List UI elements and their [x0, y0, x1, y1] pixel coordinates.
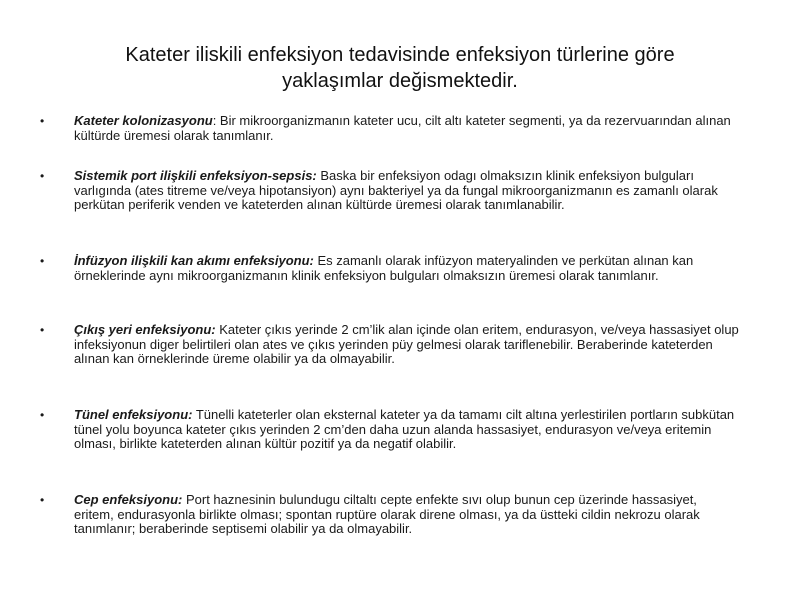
bullet-term: İnfüzyon ilişkili kan akımı enfeksiyonu:	[74, 253, 314, 268]
bullet-item-tunel	[40, 408, 740, 452]
bullet-item-cep	[40, 493, 740, 537]
bullet-text: Port haznesinin bulundugu ciltaltı cepte enfekte sıvı olup bunun cep üzerinde hassasiyet, eritem, endurasyonla birlikte olması; spontan ruptüre olarak direne olması, ya da üstteki cildin nekrozu olarak tanımlanır; beraberinde septisemi olabilir ya da olmayabilir.	[74, 492, 700, 536]
bullet-text: Baska bir enfeksiyon odagı olmaksızın klinik enfeksiyon bulguları varlıgında (ates titreme ve/veya hipotansiyon) aynı bakteriyel ya da fungal mikroorganizmanın es zamanlı olarak perkütan periferik venden ve kateterden alınan kültürde üremesi olarak tanımlanabilir.	[74, 168, 718, 212]
bullet-text: : Bir mikroorganizmanın kateter ucu, cilt altı kateter segmenti, ya da rezervuarından alınan kültürde üremesi olarak tanımlanır.	[74, 113, 731, 143]
bullet-icon: •	[40, 114, 45, 128]
bullet-text: Es zamanlı olarak infüzyon materyalinden ve perkütan alınan kan örneklerinde aynı mikroorganizmanın klinik enfeksiyon bulguları olmaksızın üremesi olarak tanımlanır.	[74, 253, 694, 283]
bullet-term: Sistemik port ilişkili enfeksiyon-sepsis:	[74, 168, 317, 183]
bullet-term: Çıkış yeri enfeksiyonu:	[74, 322, 216, 337]
bullet-item-kateter-kolonizasyonu	[40, 114, 740, 143]
bullet-term: Cep enfeksiyonu:	[74, 492, 183, 507]
slide-title-line-1: Kateter iliskili enfeksiyon tedavisinde enfeksiyon türlerine göre	[125, 44, 675, 66]
bullet-item-cikis-yeri	[40, 323, 740, 367]
bullet-icon: •	[40, 493, 45, 507]
slide-title-line-2: yaklaşımlar değismektedir.	[282, 70, 518, 92]
bullet-item-infuzyon	[40, 254, 740, 283]
bullet-term: Tünel enfeksiyonu:	[74, 407, 193, 422]
bullet-term: Kateter kolonizasyonu	[74, 113, 213, 128]
slide-title	[60, 42, 740, 94]
bullet-text: Tünelli kateterler olan eksternal kateter ya da tamamı cilt altına yerlestirilen portların subkütan tünel yolu boyunca kateter çıkıs yerinden 2 cm’den daha uzun alanda hassasiyet, endurasyon ve/veya eritemin olması, birlikte kateterden alınan kültür pozitif ya da negatif olabilir.	[74, 407, 735, 451]
bullet-icon: •	[40, 408, 45, 422]
bullet-icon: •	[40, 169, 45, 183]
bullet-icon: •	[40, 323, 45, 337]
bullet-icon: •	[40, 254, 45, 268]
bullet-text: Kateter çıkıs yerinde 2 cm’lik alan içinde olan eritem, endurasyon, ve/veya hassasiyet olup infeksiyonun diger belirtileri olan ates ve çıkıs yerinden püy gelmesi olarak tariflenebilir. Beraberinde kateterden alınan kan örneklerinde üreme olabilir ya da olmayabilir.	[74, 322, 739, 366]
bullet-item-sistemik-port	[40, 169, 740, 213]
